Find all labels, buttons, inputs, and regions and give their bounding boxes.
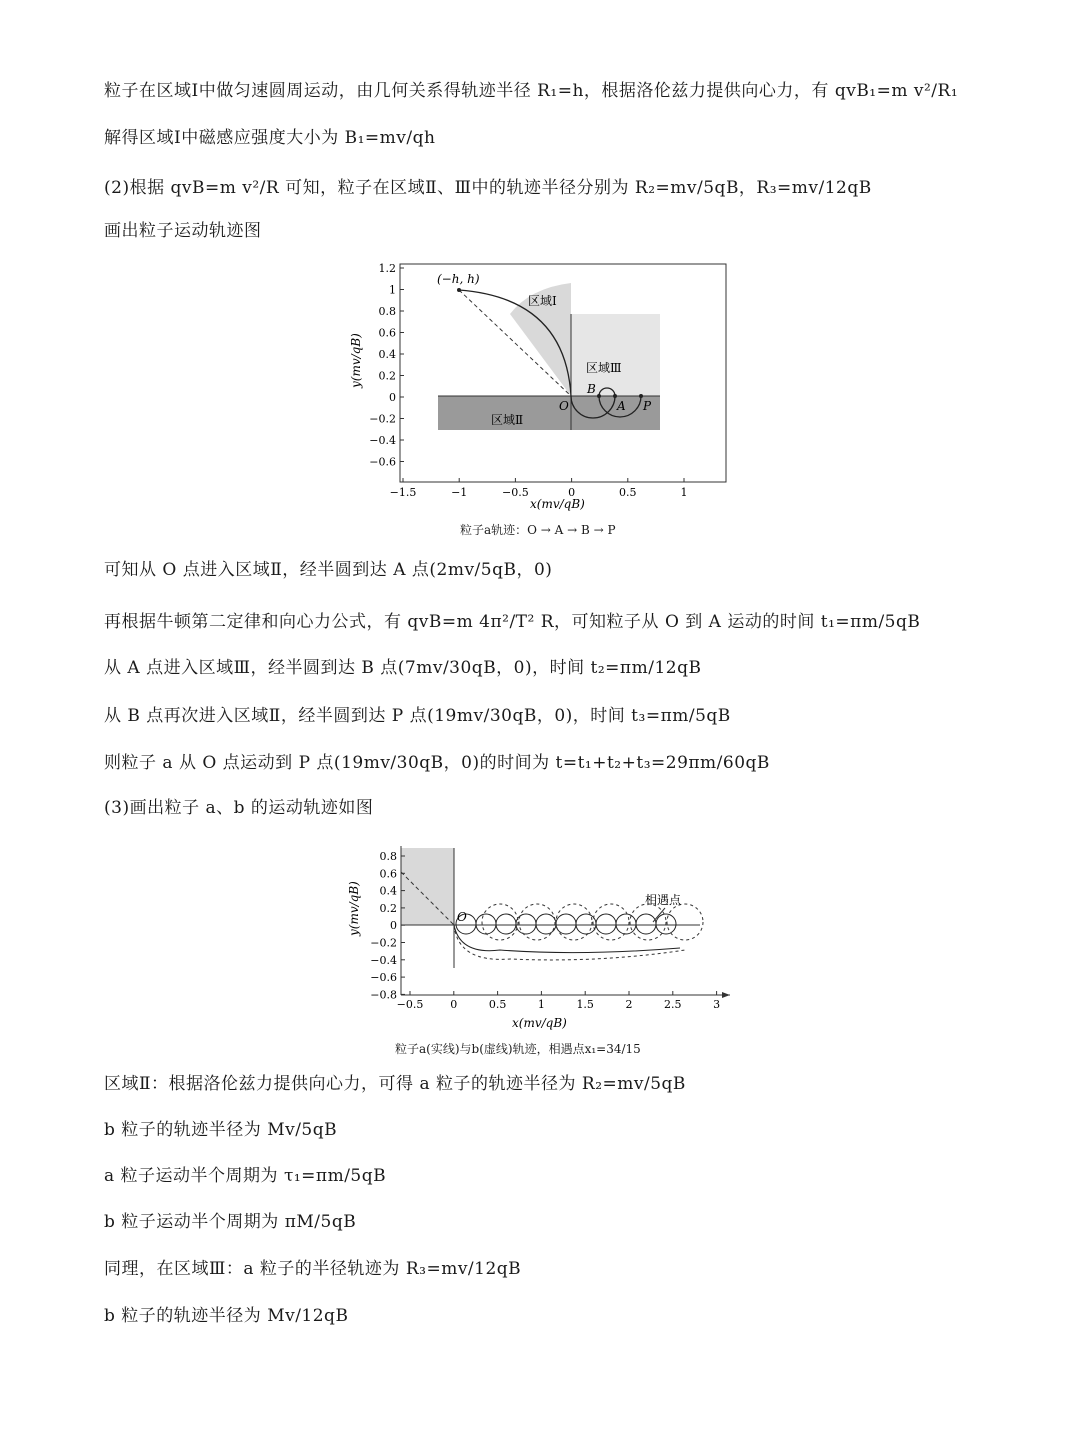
x-tick-label: −1 (451, 486, 468, 499)
region-3-label: 区域Ⅲ (586, 361, 622, 375)
particle-a-loop (596, 914, 616, 934)
x-tick-labels (397, 991, 720, 1011)
point-O-label: O (559, 399, 569, 413)
y-axis-label: y(mv/qB) (347, 881, 361, 936)
y-tick-label: 0 (390, 919, 397, 933)
x-tick-label: 1 (537, 998, 545, 1011)
meet-point-label: 相遇点 (645, 893, 682, 907)
y-axis-label: y(mv/qB) (349, 333, 363, 388)
y-tick-label: 0.6 (378, 326, 396, 340)
x-tick-label: 1.5 (576, 998, 594, 1011)
text-line-1: 粒子在区域Ⅰ中做匀速圆周运动，由几何关系得轨迹半径 R₁=h，根据洛伦兹力提供向心力，有 qvB₁=m v²/R₁ (104, 81, 959, 101)
y-tick-label: 0.6 (379, 867, 397, 881)
text-line-4: 画出粒子运动轨迹图 (104, 221, 262, 241)
y-tick-label: −0.6 (369, 455, 396, 469)
y-tick-label: 0.8 (379, 850, 397, 863)
y-tick-label: 0.4 (379, 884, 397, 898)
x-tick-label: 0 (450, 998, 458, 1011)
x-tick-label: 2 (625, 998, 633, 1011)
text-line-5: 可知从 O 点进入区域Ⅱ，经半圆到达 A 点(2mv/5qB，0) (104, 560, 553, 580)
point-O-label: O (457, 910, 467, 924)
y-tick-label: −0.2 (369, 412, 396, 426)
x-axis-label: x(mv/qB) (512, 1016, 567, 1030)
y-tick-labels (369, 262, 404, 469)
y-tick-labels (370, 850, 405, 1001)
text-line-9: 则粒子 a 从 O 点运动到 P 点(19mv/30qB，0)的时间为 t=t₁+t₂+t₃=29πm/60qB (104, 753, 770, 773)
figure-2-caption: 粒子a(实线)与b(虚线)轨迹，相遇点x₁=34/15 (395, 1042, 641, 1056)
text-line-14: b 粒子运动半个周期为 πM/5qB (104, 1212, 357, 1232)
x-tick-label: −0.5 (502, 486, 529, 499)
x-tick-label: 3 (713, 998, 721, 1011)
text-line-11: 区域Ⅱ：根据洛伦兹力提供向心力，可得 a 粒子的轨迹半径为 R₂=mv/5qB (104, 1074, 686, 1094)
point-A (613, 394, 617, 398)
y-tick-label: 0.8 (378, 305, 396, 318)
x-tick-label: 2.5 (664, 998, 682, 1011)
x-tick-label: 0 (568, 486, 576, 499)
x-tick-label: −1.5 (389, 486, 417, 499)
bottom-axis-arrow (722, 992, 730, 998)
text-line-16: b 粒子的轨迹半径为 Mv/12qB (104, 1306, 349, 1326)
particle-b-loop (593, 904, 629, 940)
point-A-label: A (617, 399, 626, 413)
y-tick-label: 0 (389, 391, 396, 404)
y-tick-label: −0.8 (370, 988, 397, 1002)
region-2-label: 区域Ⅱ (491, 413, 524, 427)
particle-a-lower-arc (454, 925, 680, 953)
particle-a-loop (556, 914, 576, 934)
figure-particle-a-trajectory (340, 258, 740, 518)
point-P-label: P (643, 399, 652, 413)
particle-a-loop (536, 914, 556, 934)
y-tick-label: 1 (389, 283, 396, 297)
particle-b-loop (556, 904, 592, 940)
text-line-3: (2)根据 qvB=m v²/R 可知，粒子在区域Ⅱ、Ⅲ中的轨迹半径分别为 R₂=mv/5qB，R₃=mv/12qB (104, 178, 872, 198)
trajectory-loops (454, 904, 703, 960)
particle-a-loop (636, 914, 656, 934)
text-line-10: (3)画出粒子 a、b 的运动轨迹如图 (104, 798, 374, 818)
y-tick-label: −0.4 (370, 953, 397, 967)
region-2-fill (438, 396, 660, 430)
text-line-7: 从 A 点进入区域Ⅲ，经半圆到达 B 点(7mv/30qB，0)，时间 t₂=πm/12qB (104, 658, 702, 678)
region-1-fill (401, 848, 454, 925)
figure-1-caption: 粒子a轨迹：O → A → B → P (460, 523, 616, 537)
x-tick-label: 0.5 (619, 486, 637, 499)
x-axis-label: x(mv/qB) (530, 497, 585, 511)
y-tick-label: 1.2 (378, 262, 396, 275)
point-B-label: B (587, 382, 596, 396)
text-line-8: 从 B 点再次进入区域Ⅱ，经半圆到达 P 点(19mv/30qB，0)，时间 t₃=πm/5qB (104, 706, 731, 726)
particle-a-loop (496, 914, 516, 934)
y-tick-label: −0.6 (370, 971, 397, 985)
text-line-13: a 粒子运动半个周期为 τ₁=πm/5qB (104, 1166, 387, 1186)
text-line-12: b 粒子的轨迹半径为 Mv/5qB (104, 1120, 338, 1140)
particle-b-lower-arc (454, 925, 685, 960)
text-line-15: 同理，在区域Ⅲ：a 粒子的半径轨迹为 R₃=mv/12qB (104, 1259, 522, 1279)
region-1-label: 区域Ⅰ (528, 294, 557, 308)
text-line-6: 再根据牛顿第二定律和向心力公式，有 qvB=m 4π²/T² R，可知粒子从 O 到 A 运动的时间 t₁=πm/5qB (104, 612, 921, 632)
start-point-label: (−h, h) (437, 272, 480, 286)
figure-particles-a-b-trajectory (340, 838, 740, 1033)
meet-point-pointer (653, 908, 665, 922)
y-tick-label: 0.2 (378, 369, 396, 383)
x-tick-label: 1 (680, 486, 688, 499)
particle-b-loop (482, 904, 518, 940)
start-point (457, 288, 461, 292)
x-tick-labels (390, 478, 688, 499)
y-tick-label: 0.2 (379, 901, 397, 915)
x-tick-label: 0.5 (488, 998, 507, 1011)
particle-b-loop (519, 904, 555, 940)
y-tick-label: −0.4 (369, 434, 396, 447)
text-line-2: 解得区域Ⅰ中磁感应强度大小为 B₁=mv/qh (104, 128, 436, 148)
y-tick-label: 0.4 (378, 348, 396, 361)
region-3-fill (571, 314, 660, 396)
point-B (597, 394, 601, 398)
particle-a-loop (476, 914, 496, 934)
particle-b-loop (667, 904, 703, 940)
point-P (639, 394, 643, 398)
y-tick-label: −0.2 (370, 936, 397, 950)
particle-a-loop (616, 914, 636, 934)
x-tick-label: −0.5 (396, 998, 424, 1011)
